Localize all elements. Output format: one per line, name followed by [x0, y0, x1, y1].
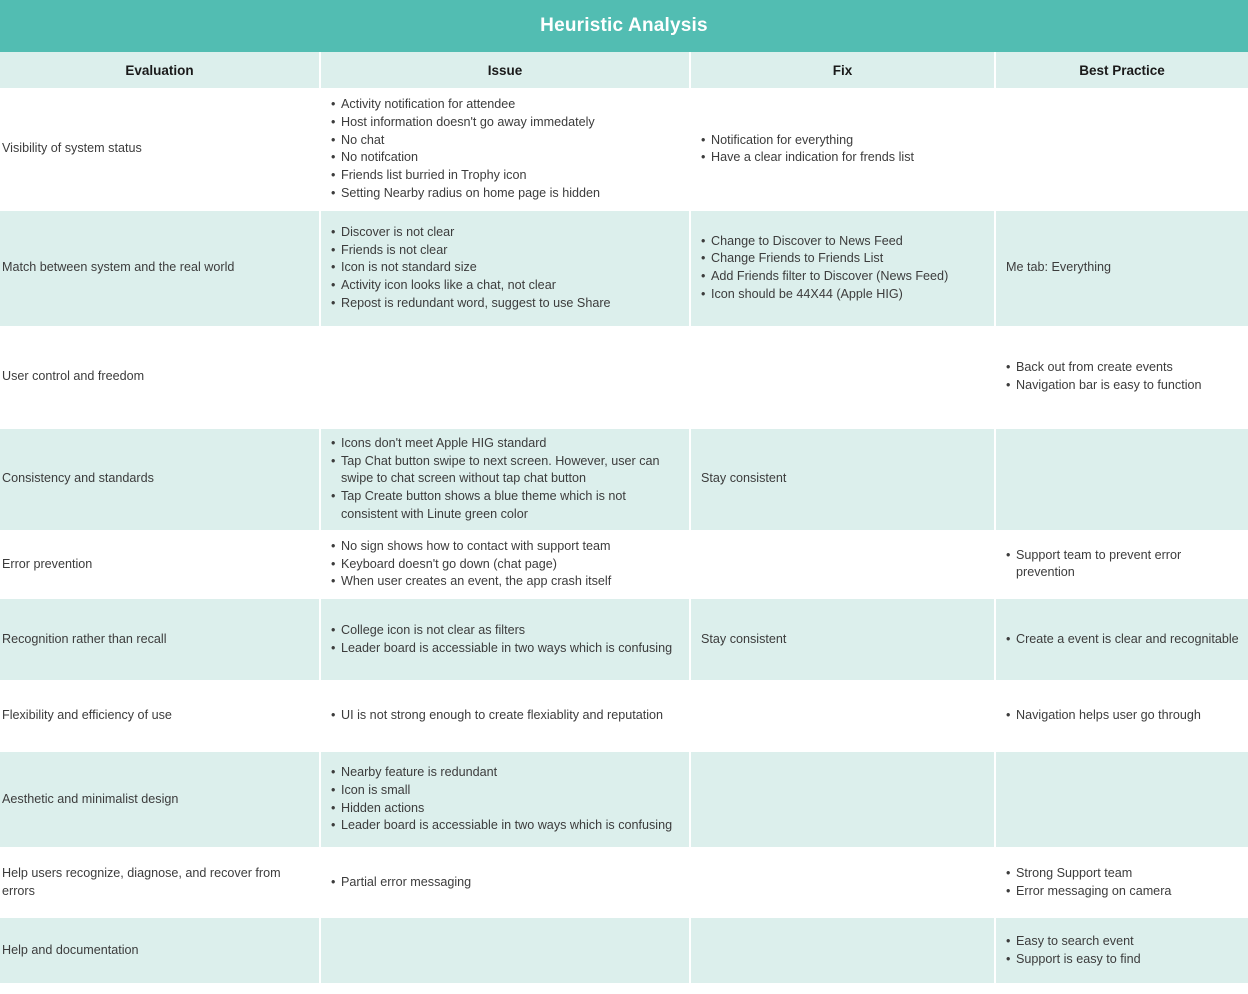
bullet-item: • Activity icon looks like a chat, not clear	[331, 277, 681, 295]
column-header-issue: Issue	[320, 52, 690, 89]
best-practice-cell	[995, 327, 1248, 428]
bullet-item: • Nearby feature is redundant	[331, 764, 681, 782]
bullet-item: • College icon is not clear as filters	[331, 622, 681, 640]
evaluation-cell	[0, 428, 320, 531]
best-practice-text: Me tab: Everything	[1006, 260, 1111, 275]
evaluation-cell	[0, 751, 320, 848]
column-header-evaluation: Evaluation	[0, 52, 320, 89]
page-title: Heuristic Analysis	[540, 15, 708, 36]
evaluation-cell	[0, 327, 320, 428]
evaluation-label: Help users recognize, diagnose, and recover from errors	[2, 865, 281, 898]
issue-bullet-list	[331, 622, 681, 658]
table-row	[0, 531, 1248, 598]
bullet-item: • Hidden actions	[331, 800, 681, 818]
bullet-item: • Leader board is accessiable in two ways which is confusing	[331, 640, 681, 658]
evaluation-label: Error prevention	[2, 556, 93, 571]
bullet-item: • Create a event is clear and recognitable	[1006, 631, 1240, 649]
bullet-item: • Setting Nearby radius on home page is hidden	[331, 185, 681, 203]
bullet-item: • Keyboard doesn't go down (chat page)	[331, 556, 681, 574]
bullet-item: • Activity notification for attendee	[331, 96, 681, 114]
fix-text: Stay consistent	[701, 471, 787, 486]
fix-cell	[690, 598, 995, 681]
issue-cell	[320, 89, 690, 210]
best-practice-cell	[995, 681, 1248, 751]
evaluation-cell	[0, 89, 320, 210]
issue-bullet-list	[331, 874, 681, 892]
best-practice-cell	[995, 89, 1248, 210]
bullet-item: • Easy to search event	[1006, 933, 1240, 951]
bullet-item: • Friends list burried in Trophy icon	[331, 167, 681, 185]
bullet-item: • Add Friends filter to Discover (News Feed)	[701, 268, 986, 286]
issue-bullet-list	[331, 538, 681, 591]
bullet-item: • No notifcation	[331, 149, 681, 167]
issue-cell	[320, 848, 690, 917]
best-practice-bullet-list	[1006, 933, 1240, 969]
evaluation-label: Recognition rather than recall	[2, 631, 167, 646]
table-header	[0, 52, 1248, 89]
best-practice-bullet-list	[1006, 631, 1240, 649]
issue-bullet-list	[331, 96, 681, 203]
fix-cell	[690, 531, 995, 598]
fix-cell	[690, 327, 995, 428]
fix-cell	[690, 89, 995, 210]
best-practice-cell	[995, 210, 1248, 327]
bullet-item: • Strong Support team	[1006, 865, 1240, 883]
table-row	[0, 681, 1248, 751]
table-row	[0, 848, 1248, 917]
evaluation-label: Consistency and standards	[2, 471, 154, 486]
table-row	[0, 327, 1248, 428]
bullet-item: • Icon is not standard size	[331, 259, 681, 277]
best-practice-bullet-list	[1006, 865, 1240, 901]
bullet-item: • No sign shows how to contact with support team	[331, 538, 681, 556]
best-practice-cell	[995, 917, 1248, 983]
issue-cell	[320, 917, 690, 983]
best-practice-cell	[995, 428, 1248, 531]
bullet-item: • When user creates an event, the app crash itself	[331, 573, 681, 591]
table-row	[0, 598, 1248, 681]
column-header-fix: Fix	[690, 52, 995, 89]
bullet-item: • Back out from create events	[1006, 359, 1240, 377]
evaluation-cell	[0, 681, 320, 751]
bullet-item: • Navigation bar is easy to function	[1006, 377, 1240, 395]
bullet-item: • Tap Chat button swipe to next screen. However, user can swipe to chat screen without tap chat button	[331, 453, 681, 489]
table-row	[0, 751, 1248, 848]
bullet-item: • Friends is not clear	[331, 242, 681, 260]
heuristic-analysis-table	[0, 52, 1248, 983]
bullet-item: • Discover is not clear	[331, 224, 681, 242]
evaluation-label: Help and documentation	[2, 942, 139, 957]
fix-cell	[690, 917, 995, 983]
bullet-item: • Change Friends to Friends List	[701, 250, 986, 268]
table-body	[0, 89, 1248, 983]
bullet-item: • Repost is redundant word, suggest to use Share	[331, 295, 681, 313]
issue-cell	[320, 681, 690, 751]
fix-text: Stay consistent	[701, 631, 787, 646]
fix-cell	[690, 210, 995, 327]
evaluation-label: Match between system and the real world	[2, 260, 235, 275]
bullet-item: • Notification for everything	[701, 132, 986, 150]
bullet-item: • Error messaging on camera	[1006, 883, 1240, 901]
bullet-item: • Have a clear indication for frends list	[701, 149, 986, 167]
bullet-item: • Support team to prevent error prevention	[1006, 547, 1240, 583]
issue-cell	[320, 327, 690, 428]
bullet-item: • UI is not strong enough to create flexiablity and reputation	[331, 707, 681, 725]
best-practice-cell	[995, 848, 1248, 917]
evaluation-label: Flexibility and efficiency of use	[2, 708, 172, 723]
issue-bullet-list	[331, 707, 681, 725]
issue-bullet-list	[331, 764, 681, 835]
evaluation-cell	[0, 598, 320, 681]
table-row	[0, 917, 1248, 983]
page-title-band	[0, 0, 1248, 52]
issue-cell	[320, 428, 690, 531]
best-practice-bullet-list	[1006, 547, 1240, 583]
bullet-item: • Tap Create button shows a blue theme which is not consistent with Linute green color	[331, 488, 681, 524]
bullet-item: • No chat	[331, 132, 681, 150]
evaluation-label: Visibility of system status	[2, 141, 142, 156]
column-header-best-practice: Best Practice	[995, 52, 1248, 89]
bullet-item: • Support is easy to find	[1006, 951, 1240, 969]
evaluation-cell	[0, 917, 320, 983]
fix-bullet-list	[701, 132, 986, 168]
table-row	[0, 428, 1248, 531]
bullet-item: • Icon is small	[331, 782, 681, 800]
best-practice-cell	[995, 598, 1248, 681]
issue-cell	[320, 751, 690, 848]
best-practice-bullet-list	[1006, 359, 1240, 395]
bullet-item: • Icons don't meet Apple HIG standard	[331, 435, 681, 453]
table-header-row	[0, 52, 1248, 89]
bullet-item: • Change to Discover to News Feed	[701, 233, 986, 251]
issue-cell	[320, 210, 690, 327]
issue-bullet-list	[331, 435, 681, 524]
fix-cell	[690, 848, 995, 917]
table-row	[0, 210, 1248, 327]
bullet-item: • Partial error messaging	[331, 874, 681, 892]
evaluation-label: Aesthetic and minimalist design	[2, 791, 179, 806]
evaluation-cell	[0, 210, 320, 327]
bullet-item: • Host information doesn't go away immedately	[331, 114, 681, 132]
evaluation-label: User control and freedom	[2, 369, 145, 384]
bullet-item: • Navigation helps user go through	[1006, 707, 1240, 725]
issue-cell	[320, 531, 690, 598]
issue-cell	[320, 598, 690, 681]
best-practice-bullet-list	[1006, 707, 1240, 725]
issue-bullet-list	[331, 224, 681, 313]
fix-cell	[690, 681, 995, 751]
table-row	[0, 89, 1248, 210]
best-practice-cell	[995, 751, 1248, 848]
best-practice-cell	[995, 531, 1248, 598]
bullet-item: • Leader board is accessiable in two ways which is confusing	[331, 817, 681, 835]
bullet-item: • Icon should be 44X44 (Apple HIG)	[701, 286, 986, 304]
fix-cell	[690, 428, 995, 531]
evaluation-cell	[0, 848, 320, 917]
evaluation-cell	[0, 531, 320, 598]
fix-bullet-list	[701, 233, 986, 304]
fix-cell	[690, 751, 995, 848]
